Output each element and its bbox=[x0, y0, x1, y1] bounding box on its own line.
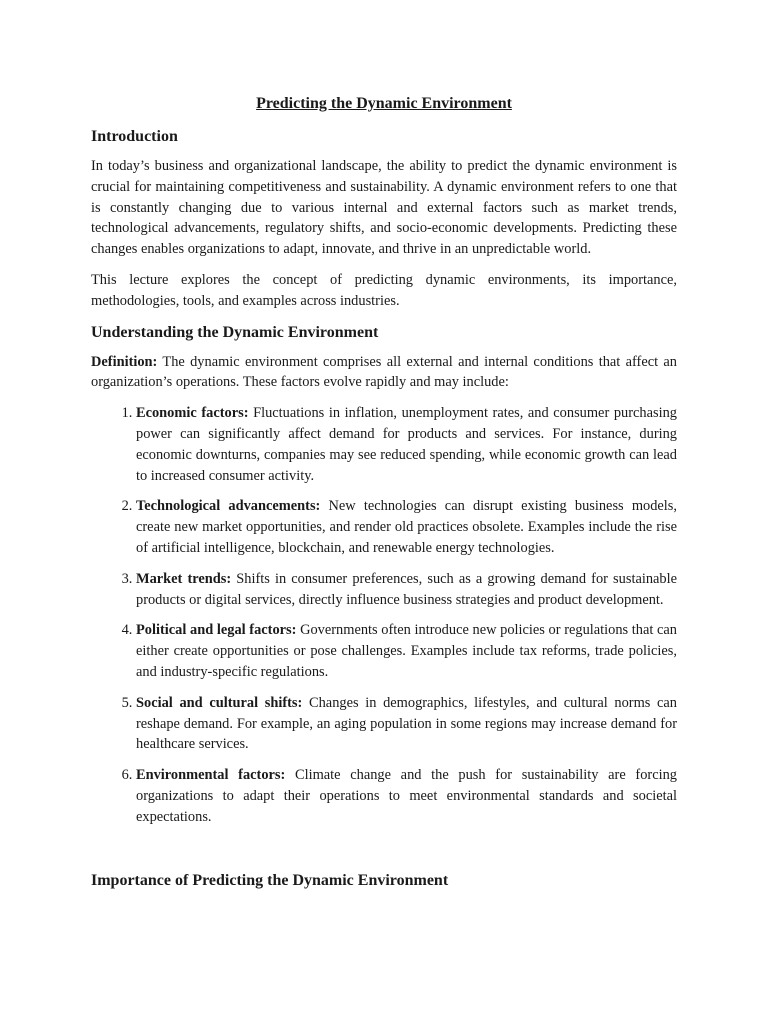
introduction-heading: Introduction bbox=[91, 128, 178, 145]
factor-text: New technologies can disrupt existing business models, create new market opportunities, and render old practices obsolete. Examples include the rise of artificial intelligence, blockchain, and renewable energy technologies. bbox=[136, 498, 678, 556]
factor-label: Economic factors: bbox=[136, 405, 249, 422]
list-item-technological bbox=[136, 496, 677, 558]
introduction-paragraph-2: This lecture explores the concept of predicting dynamic environments, its importance, methodologies, tools, and examples across industries. bbox=[91, 271, 677, 309]
factor-label: Technological advancements: bbox=[136, 498, 321, 515]
definition-paragraph bbox=[91, 352, 677, 394]
definition-label: Definition: bbox=[91, 353, 158, 370]
understanding-heading: Understanding the Dynamic Environment bbox=[91, 323, 379, 341]
factor-label: Market trends: bbox=[136, 570, 232, 587]
definition-text: The dynamic environment comprises all external and internal conditions that affect an organization’s operations. These factors evolve rapidly and may include: bbox=[91, 353, 677, 391]
list-item-economic bbox=[136, 403, 677, 486]
document-title: Predicting the Dynamic Environment bbox=[256, 95, 512, 112]
factor-label: Social and cultural shifts: bbox=[136, 694, 303, 711]
section-spacer bbox=[91, 838, 677, 870]
list-item-political bbox=[136, 620, 677, 682]
list-item-market bbox=[136, 569, 677, 611]
factor-text: Changes in demographics, lifestyles, and cultural norms can reshape demand. For example, an aging population in some regions may increase demand for healthcare services. bbox=[136, 694, 677, 753]
factor-label: Political and legal factors: bbox=[136, 622, 297, 639]
factor-label: Environmental factors: bbox=[136, 767, 286, 784]
list-item-environmental bbox=[136, 765, 677, 827]
factor-text: Climate change and the push for sustainability are forcing organizations to adapt their operations to meet environmental standards and societal expectations. bbox=[136, 767, 677, 825]
introduction-paragraph-1: In today’s business and organizational landscape, the ability to predict the dynamic environment is crucial for maintaining competitiveness and sustainability. A dynamic environment refers to one that is constantly changing due to various internal and external factors such as market trends, technological advancements, regulatory shifts, and socio-economic developments. Predicting these changes enables organizations to adapt, innovate, and thrive in an unpredictable world. bbox=[91, 158, 677, 258]
factor-text: Governments often introduce new policies or regulations that can either create opportunities or pose challenges. Examples include tax reforms, trade policies, and industry-specific regulations. bbox=[136, 622, 677, 680]
list-item-social bbox=[136, 693, 677, 755]
importance-heading: Importance of Predicting the Dynamic Environment bbox=[91, 871, 449, 889]
factor-text: Shifts in consumer preferences, such as a growing demand for sustainable products or digital services, directly influence business strategies and product development. bbox=[136, 570, 677, 608]
factor-text: Fluctuations in inflation, unemployment rates, and consumer purchasing power can significantly affect demand for products and services. For instance, during economic downturns, companies may see reduced spending, while economic growth can lead to increased consumer activity. bbox=[136, 405, 677, 484]
factors-list bbox=[91, 403, 677, 827]
